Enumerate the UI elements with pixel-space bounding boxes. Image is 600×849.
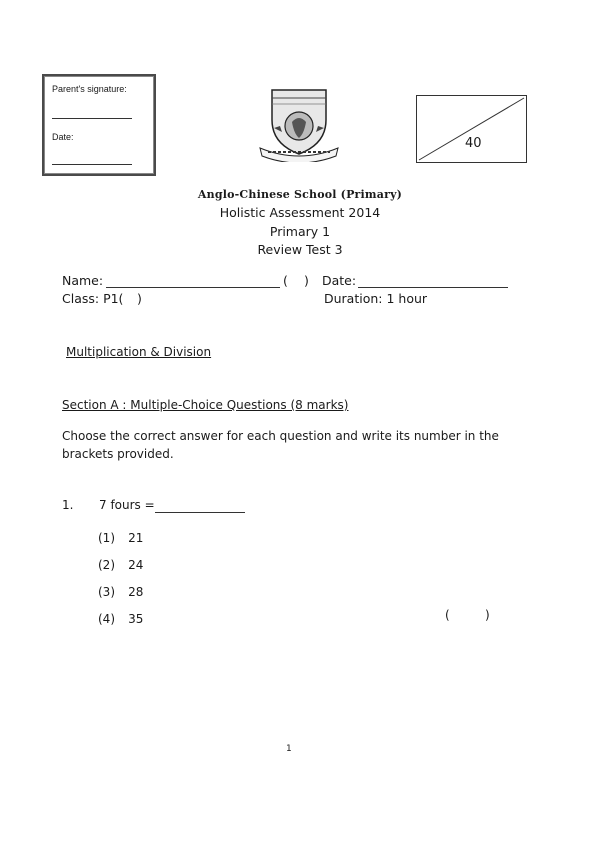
class-label: Class: P1( xyxy=(62,291,124,306)
option-item xyxy=(98,527,143,546)
name-field-line[interactable] xyxy=(106,287,280,288)
parent-signature-box xyxy=(42,74,156,176)
option-item xyxy=(98,581,143,600)
signature-label: Parent's signature: xyxy=(52,84,127,94)
signature-date-line xyxy=(52,164,132,165)
answer-bracket-open: ( xyxy=(445,608,450,622)
score-diagonal xyxy=(417,96,526,162)
score-total: 40 xyxy=(465,136,482,151)
answer-blank-line xyxy=(155,512,245,513)
school-crest-icon xyxy=(258,86,340,162)
section-a-title: Section A : Multiple-Choice Questions (8 marks) xyxy=(62,398,349,412)
question-text: 7 fours = xyxy=(99,498,155,512)
level-title: Primary 1 xyxy=(269,224,331,239)
name-label: Name: xyxy=(62,273,104,288)
option-value: 35 xyxy=(128,612,144,626)
question-number: 1. xyxy=(62,498,74,512)
option-number: (4) xyxy=(98,612,115,626)
duration-text: Duration: 1 hour xyxy=(324,291,428,306)
page-number: 1 xyxy=(286,744,292,754)
option-number: (1) xyxy=(98,531,115,545)
score-box xyxy=(416,95,527,163)
index-paren-close: ) xyxy=(304,273,309,288)
option-number: (2) xyxy=(98,558,115,572)
section-a-instructions: Choose the correct answer for each question and write its number in the brackets provided. xyxy=(62,429,499,461)
assessment-title: Holistic Assessment 2014 xyxy=(219,205,381,220)
option-item xyxy=(98,608,143,627)
answer-bracket-close: ) xyxy=(485,608,490,622)
option-number: (3) xyxy=(98,585,115,599)
topic-heading: Multiplication & Division xyxy=(66,345,212,359)
signature-line xyxy=(52,118,132,119)
test-title: Review Test 3 xyxy=(257,242,343,257)
option-value: 24 xyxy=(128,558,144,572)
date-field-line[interactable] xyxy=(358,287,508,288)
option-value: 28 xyxy=(128,585,144,599)
class-paren-close: ) xyxy=(137,291,142,306)
index-paren-open: ( xyxy=(283,273,288,288)
option-item xyxy=(98,554,143,573)
school-name: Anglo-Chinese School (Primary) xyxy=(197,188,403,201)
date-label: Date: xyxy=(322,273,357,288)
signature-date-label: Date: xyxy=(52,132,74,142)
option-value: 21 xyxy=(128,531,144,545)
